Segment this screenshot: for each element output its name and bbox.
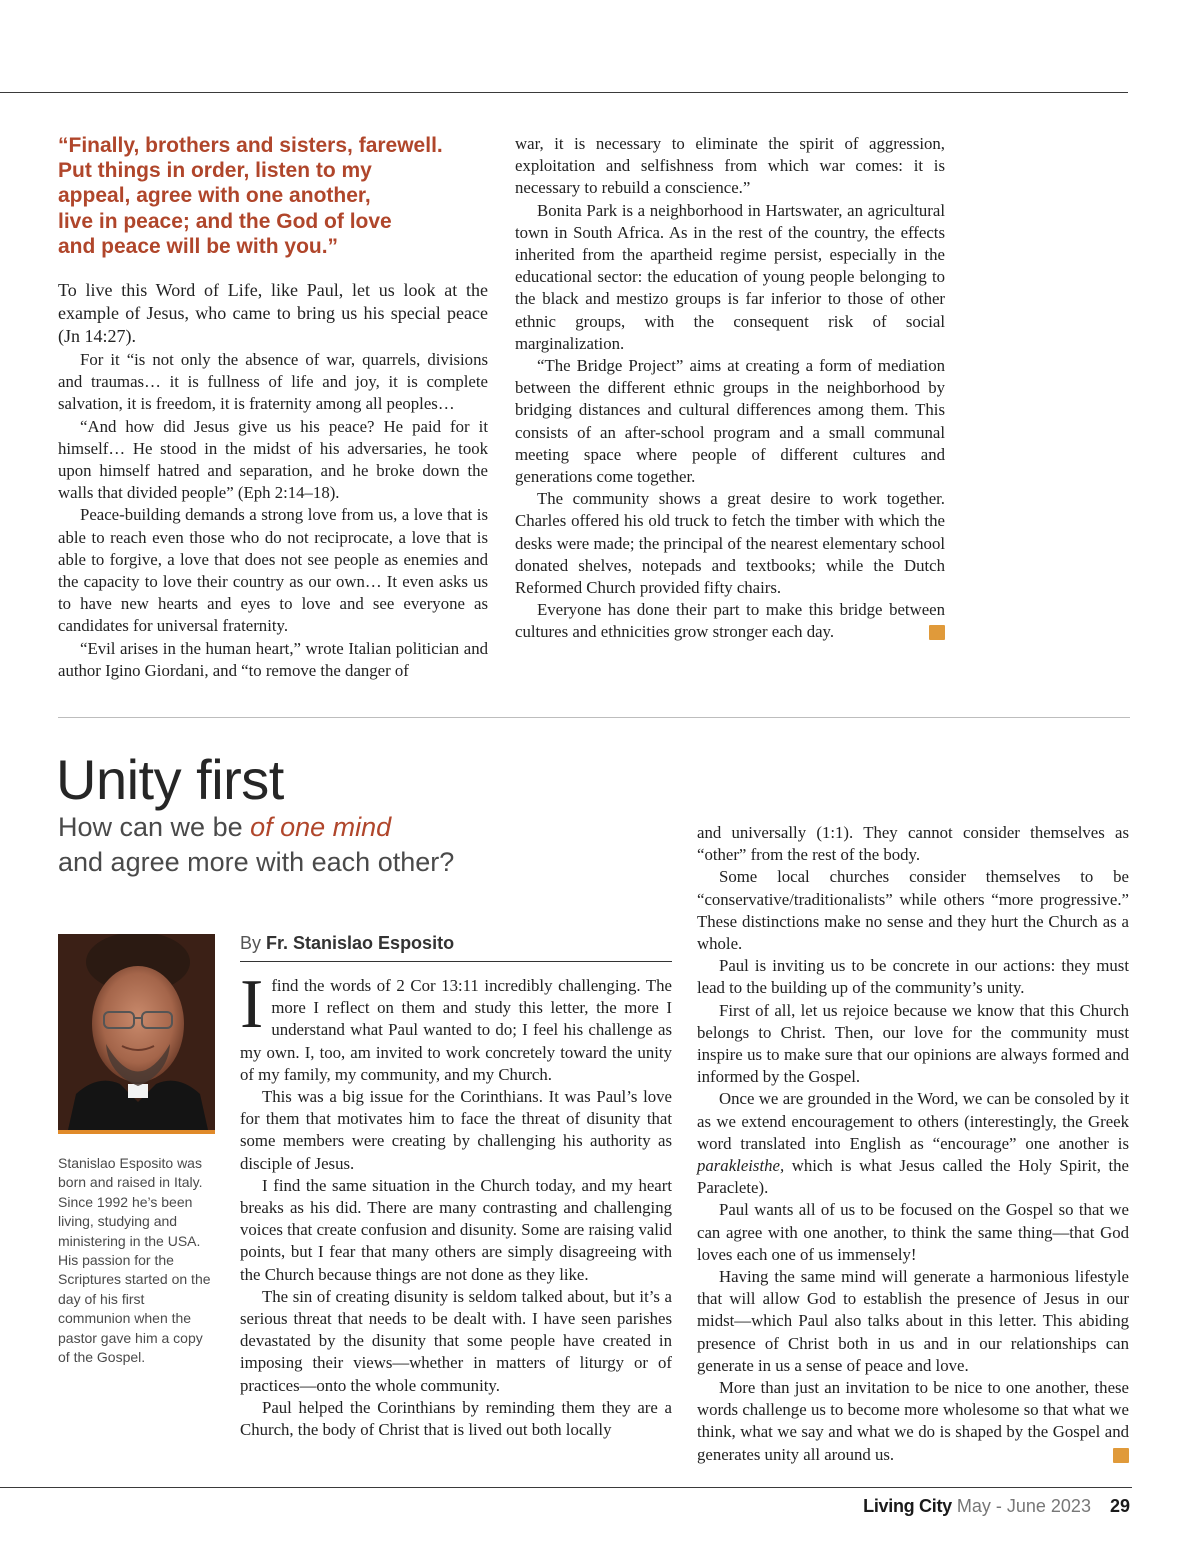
- quote-line: and peace will be with you.”: [58, 234, 339, 258]
- article-title: Unity first: [56, 748, 284, 811]
- paragraph: Paul wants all of us to be focused on the Gospel so that we can agree with one another, to think the same thing—that God loves each one of us immensely!: [697, 1200, 1129, 1264]
- quote-line: appeal, agree with one another,: [58, 184, 371, 208]
- issue-date: May - June 2023: [956, 1496, 1091, 1516]
- subtitle-text: How can we be: [58, 812, 251, 842]
- paragraph: I find the same situation in the Church today, and my heart breaks as his did. There are many contrasting and challenging voices that create confusion and disunity. Some are raising valid points, but I fear that many others are simply disagreeing with the Church because things are not done as they like.: [240, 1175, 672, 1284]
- quote-line: “Finally, brothers and sisters, farewell.: [58, 134, 443, 157]
- quote-line: Put things in order, listen to my: [58, 159, 372, 183]
- byline: [240, 931, 672, 962]
- paragraph: [240, 966, 672, 1086]
- paragraph: The community shows a great desire to work together. Charles offered his old truck to fetch the timber with which the desks were made; the principal of the nearest elementary school donated shelves, notepads and textbooks; while the Dutch Reformed Church provided fifty chairs.: [515, 489, 945, 598]
- paragraph: [697, 1088, 1129, 1199]
- paragraph: “And how did Jesus give us his peace? He paid for it himself… He stood in the midst of his adversaries, he took upon himself hatred and separation, and he broke down the walls that divided people” (Eph 2:14–18).: [58, 416, 488, 503]
- magazine-logo: Living City: [863, 1496, 952, 1516]
- paragraph-text: find the words of 2 Cor 13:11 incredibly challenging. The more I reflect on them and study this letter, the more I understand what Paul wanted to do; I feel his challenge as my own. I, too, am invited to work concretely toward the unity of my family, my community, and my Church.: [240, 976, 672, 1084]
- byline-prefix: By: [240, 933, 267, 953]
- word-of-life-right-column: [515, 133, 963, 644]
- paragraph: Some local churches consider themselves to be “conservative/traditionalists” while others “more progressive.” These distinctions make no sense and they hurt the Church as a whole.: [697, 867, 1129, 954]
- greek-word: parakleisthe,: [697, 1156, 785, 1176]
- paragraph-text: Everyone has done their part to make this bridge between cultures and ethnicities grow stronger each day.: [515, 600, 945, 642]
- subtitle-text: and agree more with each other?: [58, 847, 455, 877]
- paragraph: To live this Word of Life, like Paul, let us look at the example of Jesus, who came to bring us his special peace (Jn 14:27).: [58, 280, 488, 346]
- paragraph: Bonita Park is a neighborhood in Hartswater, an agricultural town in South Africa. As in the rest of the country, the effects inherited from the apartheid regime persist, especially in the educational sector: the education of young people belonging to the black and mestizo groups is far inferior to those of other ethnic groups, with the consequent risk of social marginalization.: [515, 200, 945, 353]
- paragraph: For it “is not only the absence of war, quarrels, divisions and traumas… it is fullness of life and joy, it is complete salvation, it is freedom, it is fraternity among all peoples…: [58, 350, 488, 414]
- paragraph: and universally (1:1). They cannot consider themselves as “other” from the rest of the body.: [697, 823, 1129, 865]
- quote-line: live in peace; and the God of love: [58, 209, 392, 233]
- paragraph: “The Bridge Project” aims at creating a form of mediation between the different ethnic groups in the neighborhood by bridging distances and cultural differences among them. This consists of an after-school program and a small communal meeting space where people of different cultures and generations come together.: [515, 356, 945, 487]
- paragraph: Having the same mind will generate a harmonious lifestyle that will allow God to establish the presence of Jesus in our midst—which Paul also talks about in this letter. This abiding presence of Christ both in us and in our relationships can generate in us a sense of peace and love.: [697, 1267, 1129, 1375]
- paragraph: [697, 1377, 1147, 1466]
- drop-cap: I: [240, 966, 264, 1043]
- word-of-life-left-column: [58, 279, 488, 682]
- page-number: 29: [1109, 1496, 1130, 1516]
- paragraph-text: which is what Jesus called the Holy Spirit, the Paraclete).: [697, 1156, 1129, 1198]
- paragraph: “Evil arises in the human heart,” wrote Italian politician and author Igino Giordani, and “to remove the danger of: [58, 638, 488, 680]
- section-divider: [58, 717, 1130, 718]
- page-footer: [863, 1494, 1130, 1518]
- paragraph: First of all, let us rejoice because we know that this Church belongs to Christ. Then, our love for the community must inspire us to make sure that our opinions are always formed and informed by the Gospel.: [697, 1000, 1129, 1087]
- subtitle-accent: of one mind: [250, 812, 392, 842]
- byline-author: Fr. Stanislao Esposito: [266, 933, 455, 953]
- paragraph: The sin of creating disunity is seldom talked about, but it’s a serious threat that needs to be dealt with. I have seen parishes devastated by the disunity that some people have created in imposing their views—whether in matters of liturgy or of practices—onto the whole community.: [240, 1286, 672, 1395]
- top-rule: [0, 92, 1128, 93]
- paragraph: Peace-building demands a strong love from us, a love that is able to reach even those who do not reciprocate, a love that is able to forgive, a love that does not see people as enemies and the capacity to love their country as our own… It even asks us to have new hearts and eyes to love and see everyone as candidates for universal fraternity.: [58, 505, 488, 636]
- article-middle-column: [240, 966, 672, 1441]
- paragraph: Paul helped the Corinthians by reminding them they are a Church, the body of Christ that is lived out both locally: [240, 1397, 672, 1440]
- article-right-column: [697, 822, 1147, 1466]
- pull-quote: [58, 133, 478, 259]
- author-photo: [58, 934, 215, 1130]
- end-mark-icon: LC: [1113, 1448, 1129, 1463]
- paragraph: [515, 599, 963, 643]
- bottom-rule: [0, 1487, 1132, 1488]
- paragraph-text: Once we are grounded in the Word, we can be consoled by it as we extend encouragement to others (interestingly, the Greek word translated into English as “encourage” one another is: [697, 1089, 1129, 1153]
- article-subtitle: [58, 810, 678, 880]
- photo-accent-bar: [58, 1130, 215, 1134]
- paragraph: war, it is necessary to eliminate the spirit of aggression, exploitation and selfishness from which war comes: it is necessary to rebuild a conscience.”: [515, 134, 945, 198]
- author-bio: Stanislao Esposito was born and raised in Italy. Since 1992 he’s been living, studying and ministering in the USA. His passion for the Scriptures started on the day of his first communion when the pastor gave him a copy of the Gospel.: [58, 1155, 211, 1366]
- paragraph: Paul is inviting us to be concrete in our actions: they must lead to the building up of the community’s unity.: [697, 956, 1129, 998]
- end-mark-icon: LC: [929, 625, 945, 640]
- paragraph-text: More than just an invitation to be nice to one another, these words challenge us to become more wholesome so that what we think, what we say and what we do is shaped by the Gospel and generates unity all around us.: [697, 1378, 1129, 1464]
- author-portrait-icon: [58, 934, 215, 1130]
- paragraph: This was a big issue for the Corinthians. It was Paul’s love for them that motivates him to face the threat of disunity that some members were creating by challenging his authority as disciple of Jesus.: [240, 1087, 672, 1173]
